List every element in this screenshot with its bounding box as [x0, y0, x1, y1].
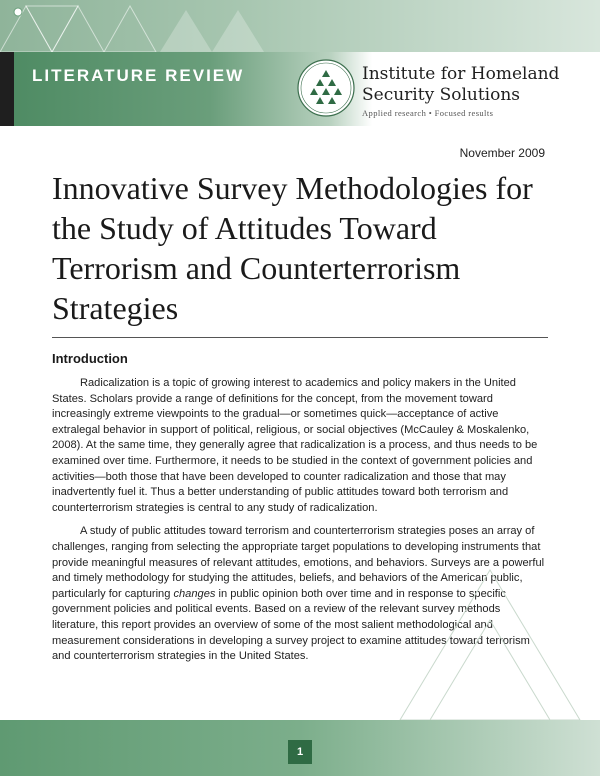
paragraph-1-text: Radicalization is a topic of growing interest to academics and policy makers in the United States. Scholars provide a range of definitions for the concept, from the movement toward increasingly extreme viewpoints to the gradual—or sometimes quick—acceptance of active extralegal behavior in support of political, religious, or social objectives (McCauley & Moskalenko, 2008). At the same time, they generally agree that radicalization is a process, and thus needs to be examined over time. Furthermore, it needs to be studied in the context of government policies and activities—both those that have been developed to counter radicalization and those that may inadvertently fuel it. Thus a better understanding of public attitudes toward both terrorism and counterterrorism strategies is central to any study of radicalization.: [52, 377, 538, 514]
banner-tab: [0, 52, 14, 126]
section-heading: Introduction: [52, 351, 128, 366]
title-divider: [52, 337, 548, 338]
paragraph-1: [52, 376, 546, 516]
triangle-pattern-icon: [0, 0, 600, 52]
org-name: [362, 64, 592, 106]
top-decorative-strip: [0, 0, 600, 52]
paragraph-2-text-end: in public opinion both over time and in response to specific government policies and political events. Based on a review of the relevant survey methods literature, this report provides an overview of some of the most salient methodological and measurement considerations in developing a survey project to examine attitudes toward terrorism and counterterrorism strategies in the United States.: [52, 587, 530, 663]
org-name-line-1: Institute for Homeland: [362, 64, 560, 84]
page-number: 1: [288, 740, 312, 764]
banner-label: LITERATURE REVIEW: [32, 66, 245, 85]
institute-logo-icon: [296, 58, 356, 118]
org-tagline: Applied research • Focused results: [362, 108, 494, 118]
org-name-line-2: Security Solutions: [362, 85, 521, 105]
paragraph-2-text-start: A study of public attitudes toward terrorism and counterterrorism strategies poses an array of challenges, ranging from selecting the appropriate target populations to developing instruments that provide meaningful measures of relevant attitudes, emotions, and behaviors. Surveys are a powerful and timely methodology for studying the attitudes, beliefs, and behaviors of the American public, particularly for capturing: [52, 525, 545, 600]
publication-date: November 2009: [459, 146, 545, 160]
document-title: Innovative Survey Methodologies for the Study of Attitudes Toward Terrorism and Counterterrorism Strategies: [52, 170, 533, 326]
paragraph-2-emphasis: changes: [173, 587, 216, 600]
